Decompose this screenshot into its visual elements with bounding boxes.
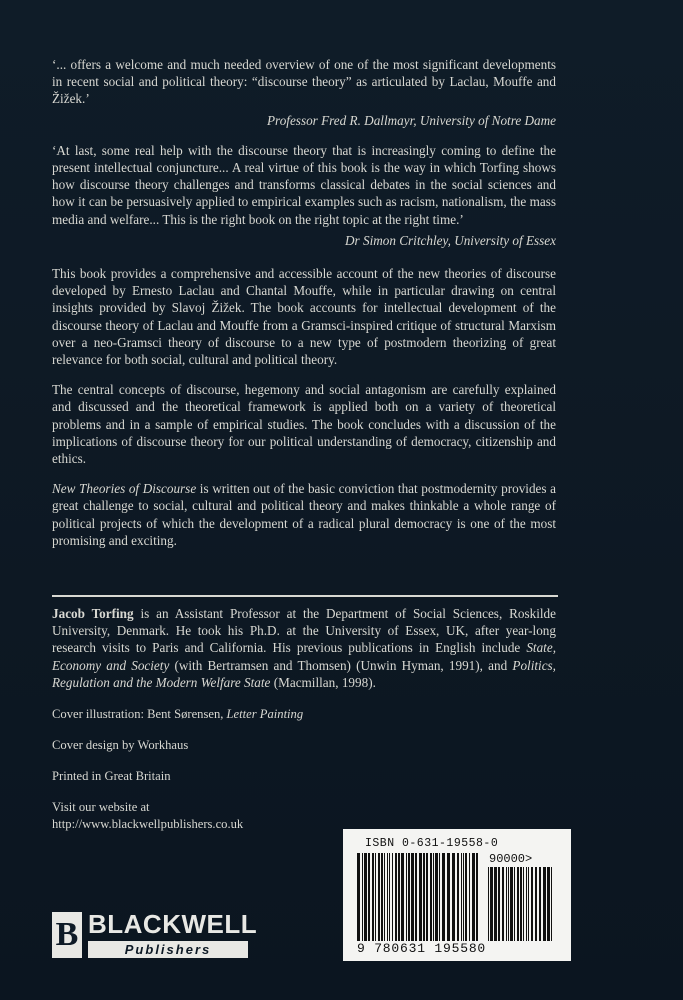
- barcode-bar: [430, 853, 432, 941]
- barcode-bar: [531, 867, 533, 941]
- barcode-bar: [528, 867, 529, 941]
- barcode-bar: [419, 853, 422, 941]
- author-bio: Jacob Torfing is an Assistant Professor at the Department of Social Sciences, Roskilde University, Denmark. He took his Ph.D. at the University of Essex, UK, after year-long research visits to Paris and California. His previous publications in English include State, Economy and Society (with Bertramsen and Thomsen) (Unwin Hyman, 1991), and Politics, Regulation and the Modern Welfare State (Macmillan, 1998).: [52, 606, 556, 690]
- barcode-bar: [463, 853, 464, 941]
- barcode-bar: [517, 867, 519, 941]
- barcode-bar: [551, 867, 552, 941]
- author-name: Jacob Torfing: [52, 606, 134, 621]
- barcode-bar: [543, 867, 546, 941]
- endorsement-quote-1: ‘... offers a welcome and much needed overview of one of the most significant developments in recent social and political theory: “discourse theory” as articulated by Laclau, Mouffe and Žižek.’: [52, 57, 556, 107]
- barcode-bar: [488, 867, 489, 941]
- publisher-logo-mark: B: [52, 912, 82, 958]
- endorsement-quote-2: ‘At last, some real help with the discourse theory that is increasingly coming to define the present intellectual conjuncture... A real virtue of this book is the way in which Torfing shows how discourse theory challenges and transforms classical debates in the social sciences and how it can be persuasively applied to empirical examples such as racism, nationalism, the mass media and welfare... This is the right book on the right topic at the right time.’: [52, 142, 556, 227]
- endorsement-attribution-1: Professor Fred R. Dallmayr, University of Notre Dame: [267, 112, 556, 128]
- barcode-bar: [461, 853, 462, 941]
- barcode-bar: [490, 867, 493, 941]
- ean-barcode-bars: [357, 853, 479, 941]
- barcode-bar: [426, 853, 428, 941]
- addon-barcode-bars: [488, 867, 554, 941]
- author-and-credits: [52, 605, 556, 833]
- barcode-bar: [364, 853, 367, 941]
- barcode-bar: [384, 853, 385, 941]
- barcode-bar: [433, 853, 434, 941]
- description-paragraph-3: [52, 480, 556, 549]
- barcode-bar: [514, 867, 515, 941]
- barcode-bar: [362, 853, 363, 941]
- barcode-bar: [439, 853, 440, 941]
- barcode-bar: [435, 853, 438, 941]
- ean-digits: 9 780631 195580: [357, 941, 487, 956]
- endorsements-and-description: [52, 56, 556, 549]
- endorsement-attribution-2: Dr Simon Critchley, University of Essex: [345, 232, 556, 248]
- barcode-bar: [523, 867, 524, 941]
- barcode-bar: [378, 853, 380, 941]
- illustration-title: Letter Painting: [226, 707, 304, 722]
- previous-book-2: Politics, Regulation and the Modern Welfare State: [52, 657, 556, 690]
- cover-illustration-credit: Cover illustration: Bent Sørensen, Letter Painting: [52, 707, 304, 722]
- barcode-bar: [392, 853, 393, 941]
- barcode-bar: [389, 853, 390, 941]
- printed-in-credit: Printed in Great Britain: [52, 769, 171, 784]
- publisher-logo: [52, 909, 258, 958]
- barcode-bar: [520, 867, 522, 941]
- barcode-bar: [415, 853, 417, 941]
- barcode-bar: [469, 853, 470, 941]
- barcode-bar: [408, 853, 410, 941]
- barcode-bar: [457, 853, 459, 941]
- barcode-bar: [398, 853, 400, 941]
- barcode-bar: [381, 853, 383, 941]
- barcode-bar: [508, 867, 509, 941]
- barcode-bar: [476, 853, 478, 941]
- barcode-bar: [447, 853, 450, 941]
- publisher-subtitle: Publishers: [88, 941, 248, 958]
- barcode-bar: [526, 867, 527, 941]
- website-url[interactable]: http://www.blackwellpublishers.co.uk: [52, 817, 244, 832]
- barcode-bar: [395, 853, 397, 941]
- previous-book-1: State, Economy and Society: [52, 640, 556, 673]
- barcode-bar: [506, 867, 507, 941]
- barcode-bar: [494, 867, 497, 941]
- website-label: Visit our website at: [52, 800, 150, 815]
- barcode-bar: [406, 853, 407, 941]
- book-title-italic: New Theories of Discourse: [52, 481, 197, 497]
- barcode-bar: [411, 853, 414, 941]
- barcode-bar: [539, 867, 541, 941]
- description-paragraph-3-text: is written out of the basic conviction that postmodernity provides a great challenge to social, cultural and political theory and makes thinkable a whole range of political projects of which the development of a radical plural democracy is one of the most promising and exciting.: [52, 481, 556, 548]
- barcode-bar: [442, 853, 445, 941]
- description-paragraph-2: The central concepts of discourse, hegemony and social antagonism are carefully explained and discussed and the theoretical framework is applied both on a variety of theoretical problems and in a sample of empirical studies. The book concludes with a discussion of the implications of discourse theory for our political understanding of democracy, citizenship and ethics.: [52, 382, 556, 467]
- barcode-bar: [375, 853, 376, 941]
- description-paragraph-1: This book provides a comprehensive and accessible account of the new theories of discourse developed by Ernesto Laclau and Chantal Mouffe, while in particular drawing on central insights provided by Slavoj Žižek. The book accounts for intellectual development of the discourse theory of Laclau and Mouffe from a Gramsci-inspired critique of structural Marxism over a neo-Gramsci theory of discourse to a new type of postmodern theorizing of great relevance for both social, cultural and political theory.: [52, 266, 556, 368]
- barcode-bar: [423, 853, 425, 941]
- price-code: 90000>: [489, 852, 533, 866]
- barcode-bar: [465, 853, 467, 941]
- barcode-bar: [452, 853, 455, 941]
- barcode-bar: [502, 867, 504, 941]
- barcode-bar: [368, 853, 370, 941]
- barcode-bar: [387, 853, 388, 941]
- barcode-bar: [372, 853, 374, 941]
- barcode-bar: [547, 867, 550, 941]
- isbn-barcode: [343, 829, 571, 961]
- isbn-number: ISBN 0-631-19558-0: [365, 837, 499, 850]
- section-divider: [52, 595, 558, 597]
- barcode-bar: [472, 853, 475, 941]
- barcode-bar: [498, 867, 500, 941]
- barcode-bar: [510, 867, 513, 941]
- publisher-name: BLACKWELL: [88, 909, 258, 939]
- barcode-bar: [357, 853, 360, 941]
- cover-design-credit: Cover design by Workhaus: [52, 738, 189, 753]
- barcode-bar: [401, 853, 404, 941]
- barcode-bar: [535, 867, 537, 941]
